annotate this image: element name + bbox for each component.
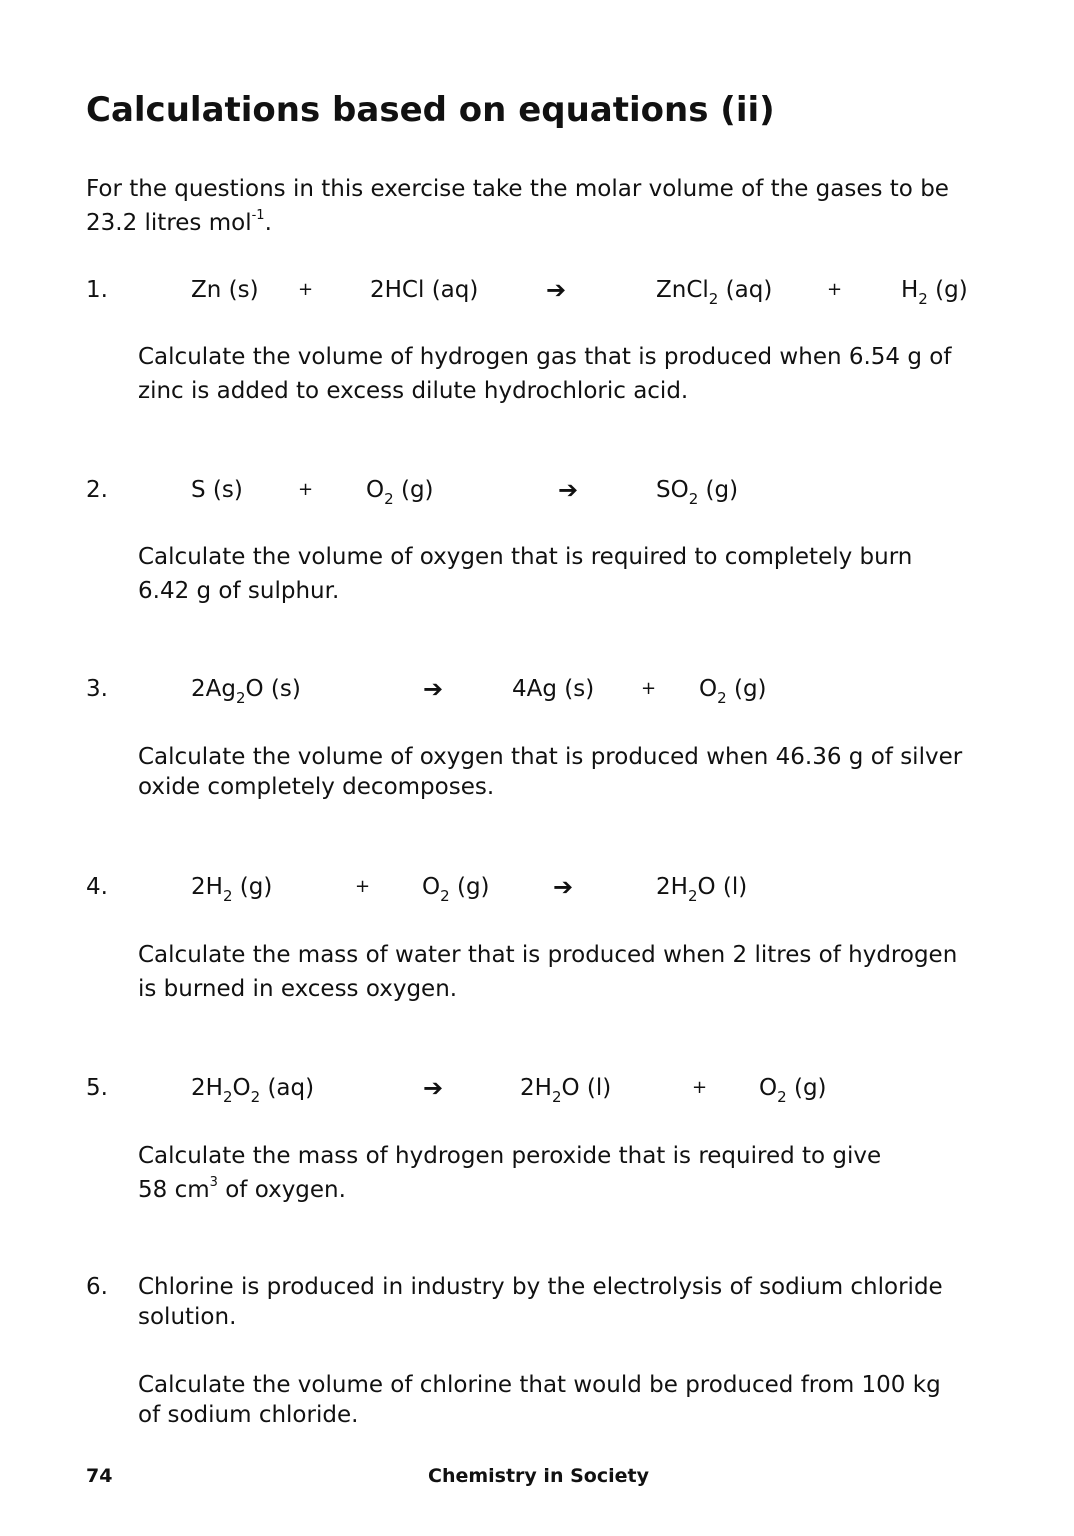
question-3-text xyxy=(138,740,998,804)
question-1-text xyxy=(138,340,998,408)
question-text-line: of sodium chloride. xyxy=(138,1402,359,1428)
reactant-oxygen: $O_2$ (g) xyxy=(366,477,434,508)
question-text-line: Calculate the mass of water that is produced when 2 litres of hydrogen xyxy=(138,942,958,968)
question-4-text xyxy=(138,938,998,1006)
question-text-line: oxide completely decomposes. xyxy=(138,774,495,800)
question-number: 6. xyxy=(86,1274,108,1300)
reaction-arrow-icon: ➔ xyxy=(546,276,567,304)
reactant-hcl: 2HCl (aq) xyxy=(370,277,479,303)
reaction-arrow-icon: ➔ xyxy=(423,675,444,703)
intro-paragraph xyxy=(86,172,1006,240)
question-text-line: zinc is added to excess dilute hydrochloric acid. xyxy=(138,378,689,404)
reactant-hydrogen-peroxide: $2H_2O_2$ (aq) xyxy=(191,1075,315,1106)
reaction-arrow-icon: ➔ xyxy=(553,873,574,901)
intro-line-2 xyxy=(86,206,1006,240)
plus-sign: + xyxy=(641,678,657,699)
reactant-silver-oxide: $2Ag_2O$ (s) xyxy=(191,676,301,707)
intro-line-2-end: . xyxy=(264,210,272,236)
reaction-arrow-icon: ➔ xyxy=(423,1074,444,1102)
question-number: 4. xyxy=(86,874,108,900)
question-text-line: Calculate the mass of hydrogen peroxide that is required to give xyxy=(138,1143,882,1169)
product-water: $2H_2O$ (l) xyxy=(520,1075,612,1106)
question-text-line: 58 $cm^3$ of oxygen. xyxy=(138,1175,346,1203)
intro-superscript: -1 xyxy=(251,208,265,224)
reaction-arrow-icon: ➔ xyxy=(558,476,579,504)
plus-sign: + xyxy=(355,876,371,897)
reactant-hydrogen: $2H_2$ (g) xyxy=(191,874,273,905)
product-oxygen: $O_2$ (g) xyxy=(759,1075,827,1106)
page-title: Calculations based on equations (ii) xyxy=(86,90,775,130)
product-hydrogen: $H_2$ (g) xyxy=(901,277,968,308)
plus-sign: + xyxy=(298,479,314,500)
question-text-line: Calculate the volume of oxygen that is required to completely burn xyxy=(138,544,913,570)
question-text-line: solution. xyxy=(138,1304,237,1330)
question-text-line: Calculate the volume of oxygen that is produced when 46.36 g of silver xyxy=(138,744,963,770)
book-title: Chemistry in Society xyxy=(428,1465,649,1487)
question-number: 1. xyxy=(86,277,108,303)
intro-line-2-text: 23.2 litres mol xyxy=(86,210,252,236)
reactant-zinc: Zn (s) xyxy=(191,277,259,303)
product-zinc-chloride: ZnCl$_2$ (aq) xyxy=(656,277,773,308)
plus-sign: + xyxy=(298,279,314,300)
plus-sign: + xyxy=(692,1077,708,1098)
reactant-sulphur: S (s) xyxy=(191,477,243,503)
question-number: 2. xyxy=(86,477,108,503)
page-number: 74 xyxy=(86,1465,113,1487)
question-2-text xyxy=(138,540,998,608)
question-text-line: Chlorine is produced in industry by the electrolysis of sodium chloride xyxy=(138,1274,943,1300)
question-number: 5. xyxy=(86,1075,108,1101)
question-text-line: Calculate the volume of chlorine that would be produced from 100 kg xyxy=(138,1372,941,1398)
reactant-oxygen: $O_2$ (g) xyxy=(422,874,490,905)
question-number: 3. xyxy=(86,676,108,702)
plus-sign: + xyxy=(827,279,843,300)
question-text-line: 6.42 g of sulphur. xyxy=(138,578,340,604)
question-6-text-2 xyxy=(138,1370,998,1430)
product-sulphur-dioxide: $SO_2$ (g) xyxy=(656,477,739,508)
product-oxygen: $O_2$ (g) xyxy=(699,676,767,707)
question-text-line: is burned in excess oxygen. xyxy=(138,976,458,1002)
product-silver: 4Ag (s) xyxy=(512,676,595,702)
question-5-text xyxy=(138,1139,998,1207)
question-6-text xyxy=(138,1272,998,1332)
intro-line-1: For the questions in this exercise take the molar volume of the gases to be xyxy=(86,176,949,202)
question-text-line: Calculate the volume of hydrogen gas that is produced when 6.54 g of xyxy=(138,344,952,370)
product-water: $2H_2O$ (l) xyxy=(656,874,748,905)
